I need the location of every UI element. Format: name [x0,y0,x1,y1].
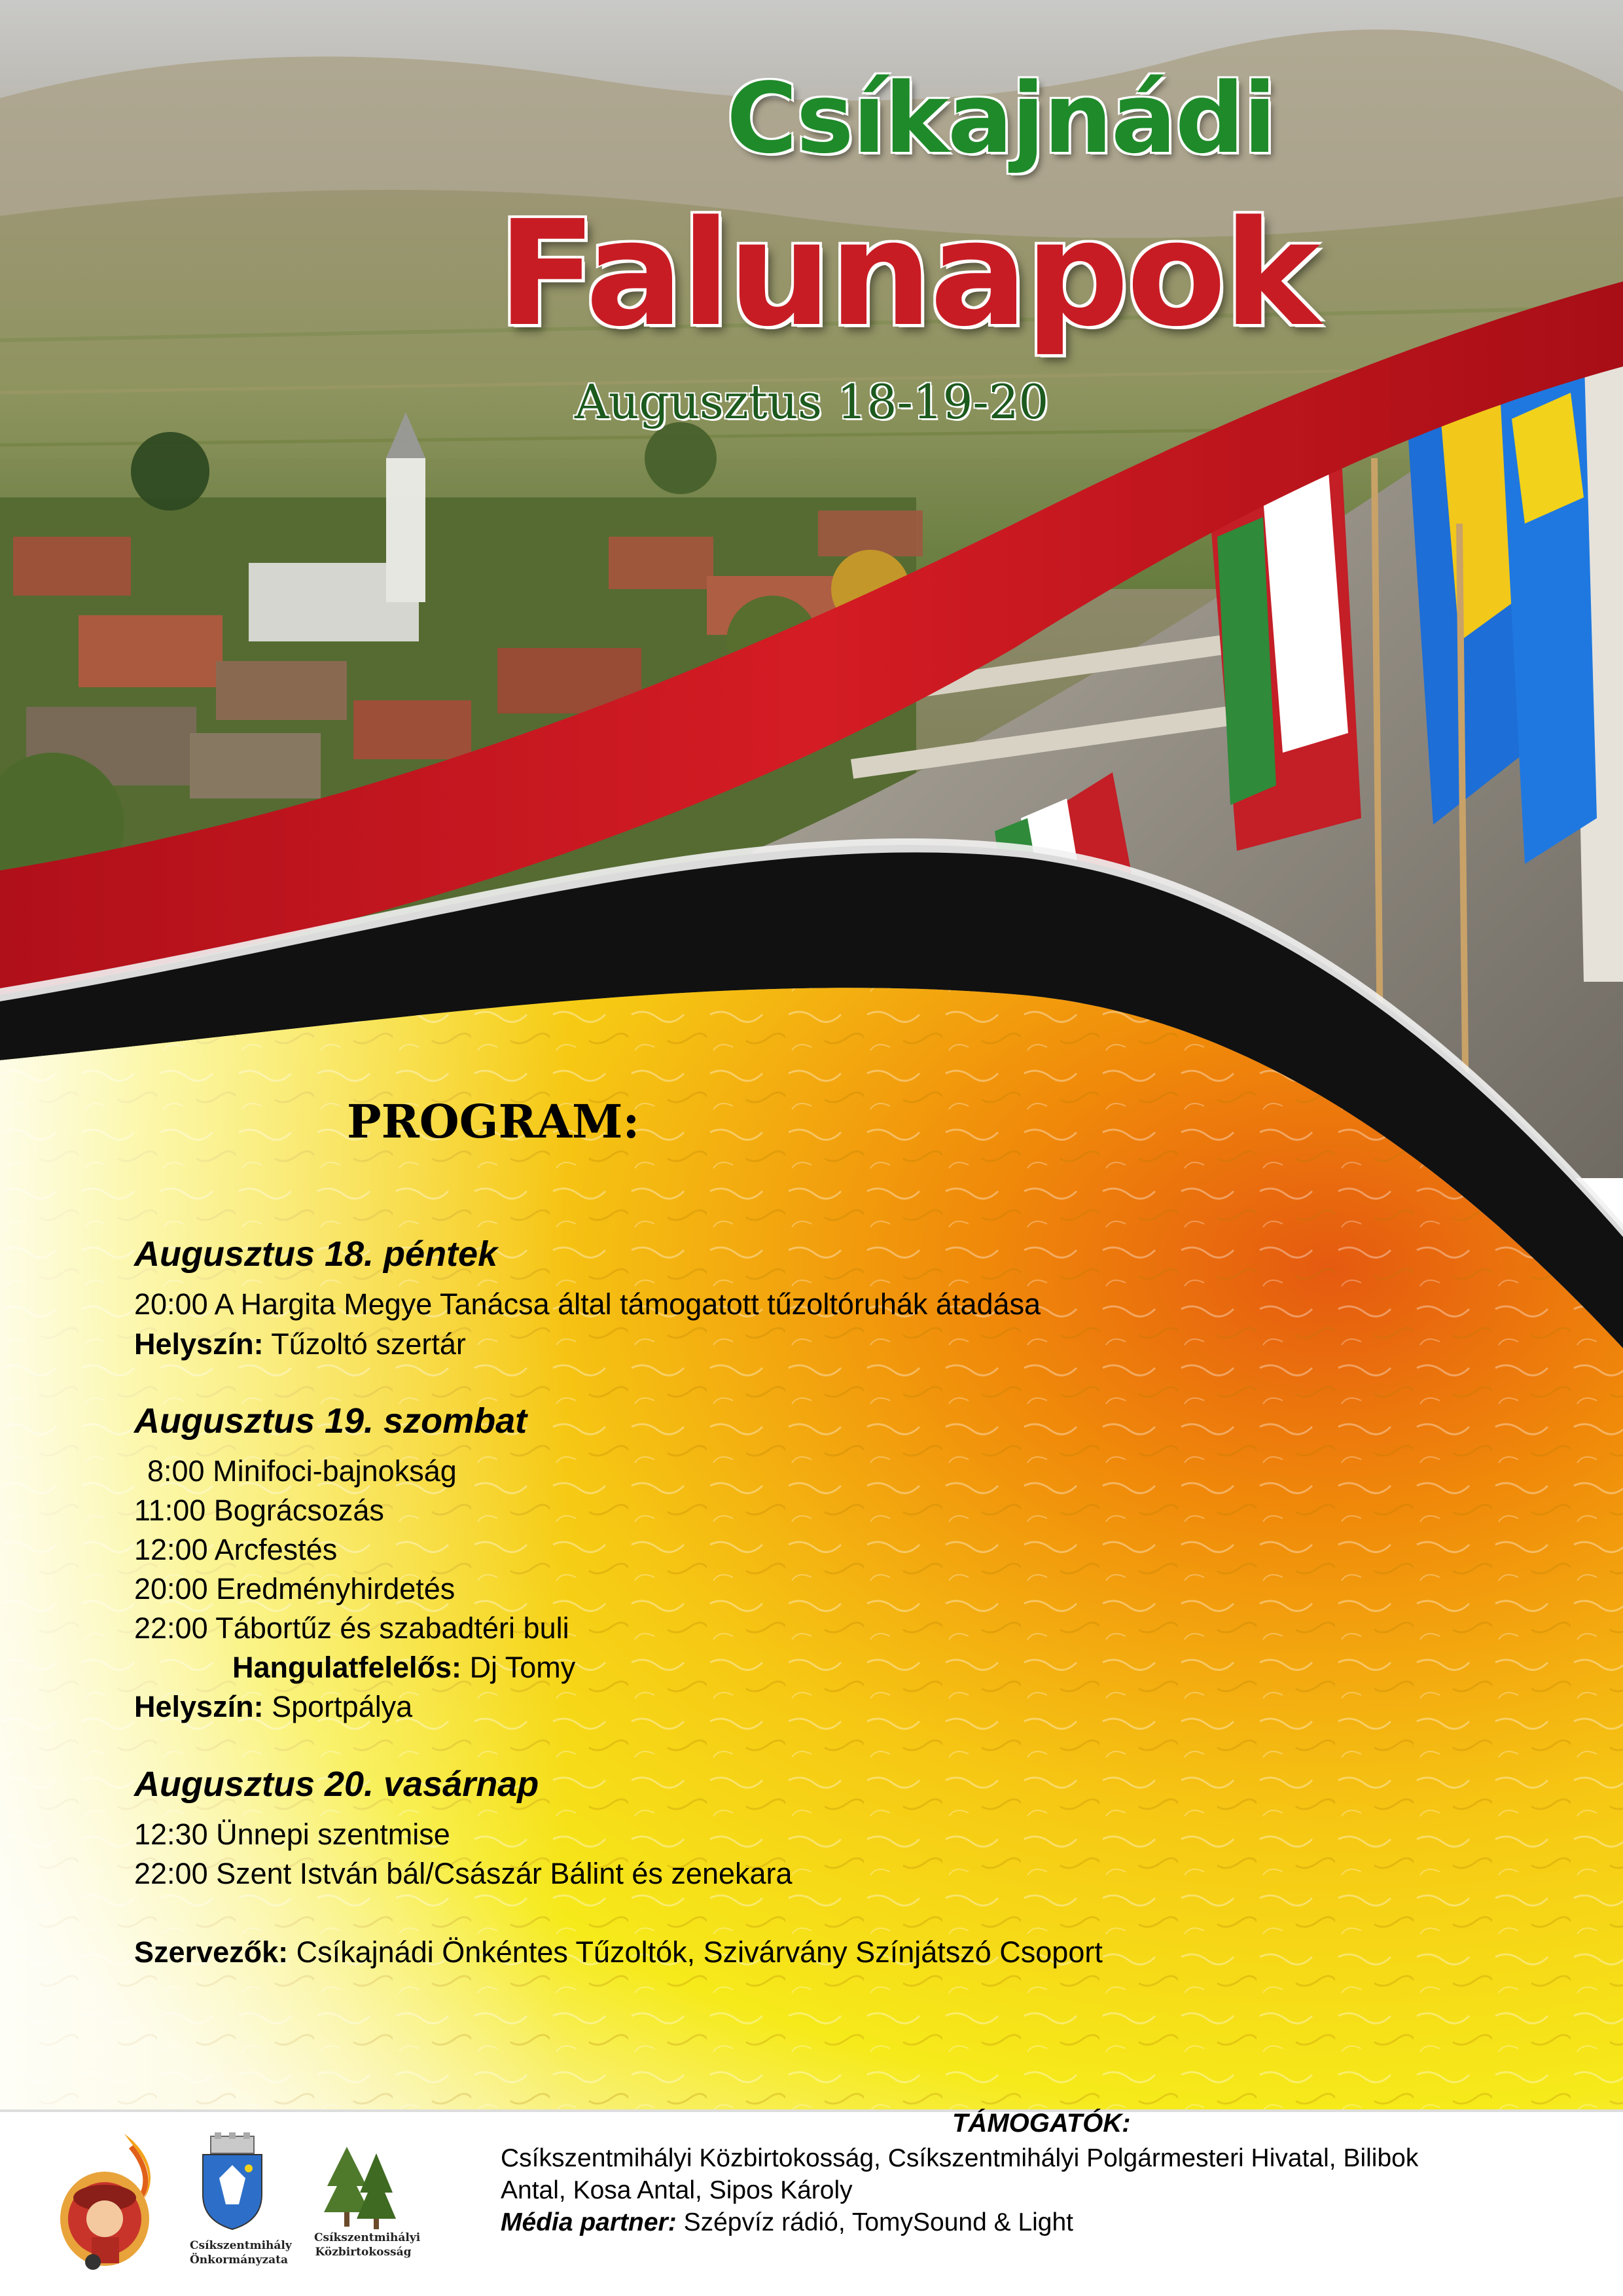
day2-host [232,1651,575,1685]
day3-item: 12:30 Ünnepi szentmise [134,1818,450,1851]
title-line1: Csíkajnádi [726,62,1275,175]
organizers-value: Csíkajnádi Önkéntes Tűzoltók, Szivárvány Színjátszó Csoport [296,1935,1103,1969]
caption-line: Csíkszentmihály [190,2239,292,2252]
day3-title: Augusztus 20. vasárnap [134,1765,539,1804]
day2-item: 22:00 Tábortűz és szabadtéri buli [134,1611,569,1645]
day1-location [134,1327,466,1361]
host-label: Hangulatfelelős: [232,1651,462,1684]
location-value: Sportpálya [272,1690,413,1723]
location-label: Helyszín: [134,1327,264,1361]
firefighter-icon [52,2127,164,2278]
caption-line: Közbirtokosság [315,2246,412,2259]
media-partner [501,2208,1073,2237]
day3-item: 22:00 Szent István bál/Császár Bálint és zenekara [134,1857,793,1890]
day2-item: 8:00 Minifoci-bajnokság [147,1454,457,1488]
media-label: Média partner: [501,2208,677,2236]
location-label: Helyszín: [134,1690,264,1723]
event-dates: Augusztus 18-19-20 [575,374,1049,429]
sponsors-line2: Antal, Kosa Antal, Sipos Károly [501,2176,853,2204]
day2-item: 12:00 Arcfestés [134,1533,338,1566]
sponsors-line1: Csíkszentmihályi Közbirtokosság, Csíkszentmihályi Polgármesteri Hivatal, Bilibok [501,2144,1419,2172]
host-value: Dj Tomy [469,1651,576,1684]
day2-title: Augusztus 19. szombat [134,1401,527,1441]
day2-item: 20:00 Eredményhirdetés [134,1572,455,1605]
title-line2: Falunapok [497,190,1318,359]
location-value: Tűzoltó szertár [271,1327,466,1361]
pine-tree-icon [321,2140,406,2232]
caption-line: Önkormányzata [190,2253,289,2267]
sponsors-heading: TÁMOGATÓK: [952,2109,1131,2138]
program-heading: PROGRAM: [347,1094,640,1149]
coat-of-arms-icon [196,2132,268,2231]
media-value: Szépvíz rádió, TomySound & Light [683,2208,1074,2236]
logo3-caption [314,2231,421,2259]
day1-item: 20:00 A Hargita Megye Tanácsa által támogatott tűzoltóruhák átadása [134,1287,1041,1321]
day2-item: 11:00 Bográcsozás [134,1494,384,1527]
day2-location [134,1690,412,1724]
caption-line: Csíkszentmihályi [314,2231,421,2244]
organizers [134,1935,1103,1969]
logo2-caption [190,2238,292,2267]
day1-title: Augusztus 18. péntek [134,1234,498,1274]
organizers-label: Szervezők: [134,1935,289,1969]
